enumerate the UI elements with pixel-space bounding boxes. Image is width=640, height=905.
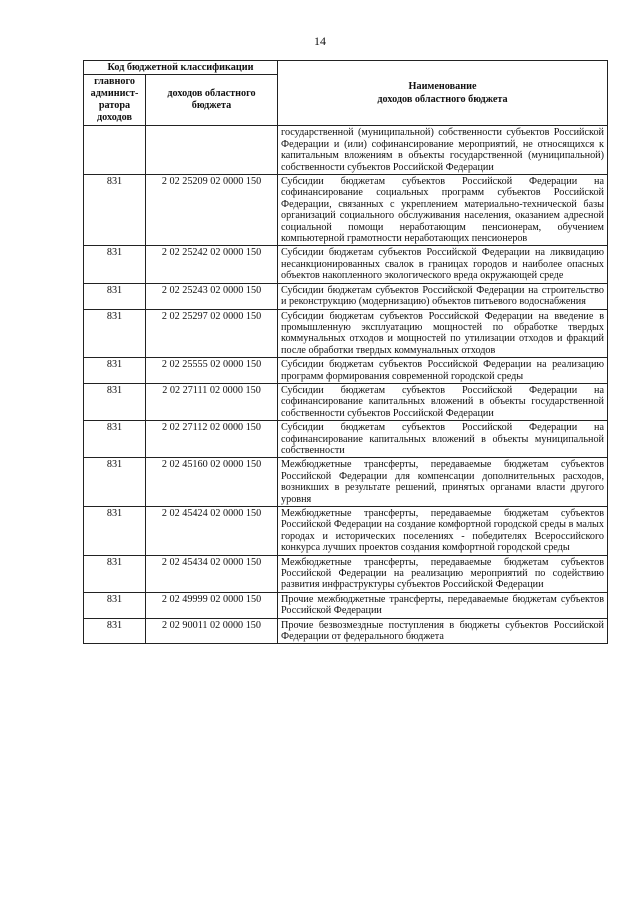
budget-table (83, 60, 608, 644)
income-name-cell: государственной (муниципальной) собственности субъектов Российской Федерации и (или) софинансирование мероприятий, не относящихся к капитальным вложениям в объекты государственной (муниципальной) собственности субъектов Российской Федерации (278, 126, 608, 175)
income-name-cell: Прочие межбюджетные трансферты, передаваемые бюджетам субъектов Российской Федерации (278, 592, 608, 618)
admin-code-cell: 831 (84, 618, 146, 644)
income-name-cell: Субсидии бюджетам субъектов Российской Федерации на реализацию программ формирования современной городской среды (278, 358, 608, 384)
budget-code-cell (146, 126, 278, 175)
admin-code-cell: 831 (84, 507, 146, 556)
income-name-cell: Субсидии бюджетам субъектов Российской Федерации на софинансирование капитальных вложений в объекты государственной собственности субъектов Российской Федерации (278, 383, 608, 420)
budget-code-cell: 2 02 45160 02 0000 150 (146, 458, 278, 507)
name-header-line2: доходов областного бюджета (377, 94, 508, 106)
income-column-header: доходов областного бюджета (146, 75, 278, 126)
table-row (84, 507, 608, 556)
admin-code-cell: 831 (84, 592, 146, 618)
admin-code-cell: 831 (84, 421, 146, 458)
admin-code-cell (84, 126, 146, 175)
admin-code-cell: 831 (84, 383, 146, 420)
income-name-cell: Прочие безвозмездные поступления в бюджеты субъектов Российской Федерации от федерального бюджета (278, 618, 608, 644)
table-row (84, 246, 608, 283)
budget-code-cell: 2 02 90011 02 0000 150 (146, 618, 278, 644)
name-header-line1: Наименование (408, 81, 477, 93)
admin-code-cell: 831 (84, 309, 146, 358)
table-row (84, 126, 608, 175)
admin-code-cell: 831 (84, 175, 146, 246)
table-row (84, 618, 608, 644)
admin-code-cell: 831 (84, 283, 146, 309)
budget-code-cell: 2 02 25297 02 0000 150 (146, 309, 278, 358)
income-name-cell: Межбюджетные трансферты, передаваемые бюджетам субъектов Российской Федерации на реализацию мероприятий по содействию развития инфраструктуры субъектов Российской Федерации (278, 555, 608, 592)
table-row (84, 555, 608, 592)
table-row (84, 421, 608, 458)
admin-code-cell: 831 (84, 458, 146, 507)
budget-code-cell: 2 02 27112 02 0000 150 (146, 421, 278, 458)
income-name-cell: Субсидии бюджетам субъектов Российской Федерации на ликвидацию несанкционированных свалок в границах городов и наиболее опасных объектов накопленного экологического вреда окружающей среде (278, 246, 608, 283)
admin-code-cell: 831 (84, 555, 146, 592)
budget-code-cell: 2 02 25242 02 0000 150 (146, 246, 278, 283)
income-name-cell: Субсидии бюджетам субъектов Российской Федерации на строительство и реконструкцию (модернизацию) объектов питьевого водоснабжения (278, 283, 608, 309)
income-name-cell: Межбюджетные трансферты, передаваемые бюджетам субъектов Российской Федерации для компенсации дополнительных расходов, возникших в результате решений, принятых органами власти другого уровня (278, 458, 608, 507)
income-name-cell: Субсидии бюджетам субъектов Российской Федерации на софинансирование социальных программ субъектов Российской Федерации, связанных с укреплением материально-технической базы организаций социального обслуживания населения, оказанием адресной социальной помощи неработающим пенсионерам, обучением компьютерной грамотности неработающих пенсионеров (278, 175, 608, 246)
table-row (84, 592, 608, 618)
table-row (84, 383, 608, 420)
table-row (84, 358, 608, 384)
admin-code-cell: 831 (84, 358, 146, 384)
budget-code-cell: 2 02 25555 02 0000 150 (146, 358, 278, 384)
table-row (84, 175, 608, 246)
admin-column-header: главного админист-ратора доходов (84, 75, 146, 126)
budget-code-cell: 2 02 25243 02 0000 150 (146, 283, 278, 309)
budget-code-cell: 2 02 45424 02 0000 150 (146, 507, 278, 556)
table-row (84, 458, 608, 507)
name-column-header (278, 61, 608, 126)
code-group-header: Код бюджетной классификации (84, 61, 278, 75)
table-row (84, 283, 608, 309)
budget-code-cell: 2 02 45434 02 0000 150 (146, 555, 278, 592)
page-number: 14 (314, 34, 326, 48)
admin-code-cell: 831 (84, 246, 146, 283)
budget-code-cell: 2 02 27111 02 0000 150 (146, 383, 278, 420)
income-name-cell: Субсидии бюджетам субъектов Российской Федерации на софинансирование капитальных вложений в объекты муниципальной собственности (278, 421, 608, 458)
header-row-1 (84, 61, 608, 75)
budget-code-cell: 2 02 49999 02 0000 150 (146, 592, 278, 618)
table-row (84, 309, 608, 358)
income-name-cell: Субсидии бюджетам субъектов Российской Федерации на введение в промышленную эксплуатацию мощностей по обработке твердых коммунальных отходов и мощностей по утилизации отходов и фракций после обработки твердых коммунальных отходов (278, 309, 608, 358)
income-name-cell: Межбюджетные трансферты, передаваемые бюджетам субъектов Российской Федерации на создание комфортной городской среды в малых городах и исторических поселениях - победителях Всероссийского конкурса лучших проектов создания комфортной городской среды (278, 507, 608, 556)
budget-code-cell: 2 02 25209 02 0000 150 (146, 175, 278, 246)
